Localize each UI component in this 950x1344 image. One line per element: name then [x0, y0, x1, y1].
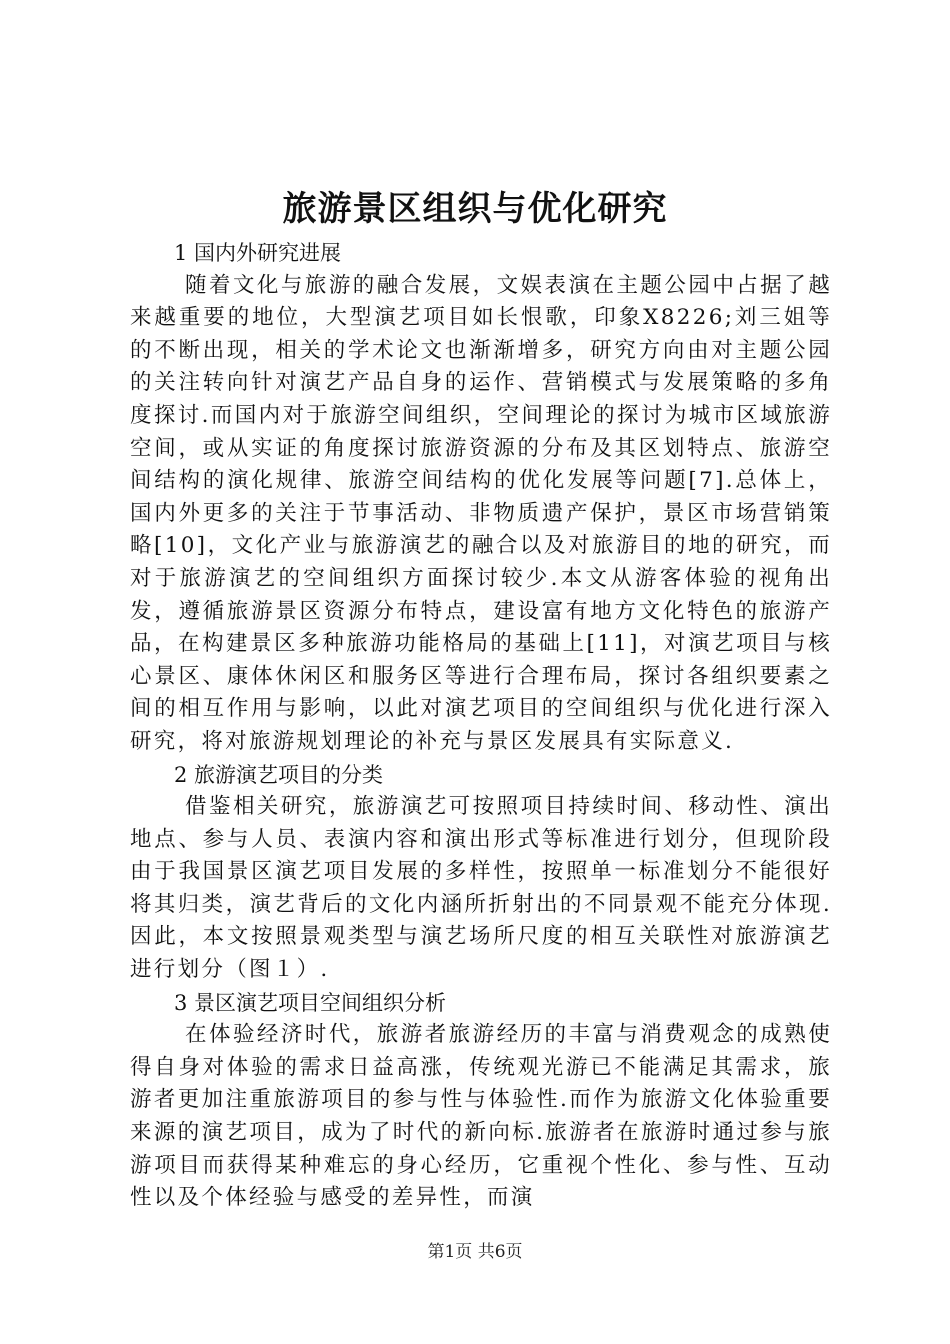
section-paragraph: 随着文化与旅游的融合发展，文娱表演在主题公园中占据了越来越重要的地位，大型演艺项目如长恨歌，印象X8226;刘三姐等的不断出现，相关的学术论文也渐渐增多，研究方向由对主题公园的关注转向针对演艺产品自身的运作、营销模式与发展策略的多角度探讨.而国内对于旅游空间组织，空间理论的探讨为城市区域旅游空间，或从实证的角度探讨旅游资源的分布及其区划特点、旅游空间结构的演化规律、旅游空间结构的优化发展等问题[7].总体上，国内外更多的关注于节事活动、非物质遗产保护，景区市场营销策略[10]，文化产业与旅游演艺的融合以及对旅游目的地的研究，而对于旅游演艺的空间组织方面探讨较少.本文从游客体验的视角出发，遵循旅游景区资源分布特点，建设富有地方文化特色的旅游产品，在构建景区多种旅游功能格局的基础上[11]，对演艺项目与核心景区、康体休闲区和服务区等进行合理布局，探讨各组织要素之间的相互作用与影响，以此对演艺项目的空间组织与优化进行深入研究，将对旅游规划理论的补充与景区发展具有实际意义.: [130, 272, 832, 754]
document-title: 旅游景区组织与优化研究: [282, 189, 668, 229]
section-heading: 2 旅游演艺项目的分类: [174, 762, 384, 787]
section-heading: 3 景区演艺项目空间组织分析: [174, 990, 447, 1015]
section-paragraph: 借鉴相关研究，旅游演艺可按照项目持续时间、移动性、演出地点、参与人员、表演内容和演出形式等标准进行划分，但现阶段由于我国景区演艺项目发展的多样性，按照单一标准划分不能很好将其归类，演艺背后的文化内涵所折射出的不同景观不能充分体现.因此，本文按照景观类型与演艺场所尺度的相互关联性对旅游演艺进行划分（图１）.: [130, 794, 832, 983]
page-number-footer: 第1页 共6页: [427, 1242, 523, 1262]
section-paragraph: 在体验经济时代，旅游者旅游经历的丰富与消费观念的成熟使得自身对体验的需求日益高涨，传统观光游已不能满足其需求，旅游者更加注重旅游项目的参与性与体验性.而作为旅游文化体验重要来源的演艺项目，成为了时代的新向标.旅游者在旅游时通过参与旅游项目而获得某种难忘的身心经历，它重视个性化、参与性、互动性以及个体经验与感受的差异性，而演: [130, 1022, 832, 1211]
section-3: [130, 987, 832, 1215]
document-body: [130, 237, 832, 1215]
section-heading: 1 国内外研究进展: [174, 241, 342, 265]
section-1: [130, 237, 832, 759]
section-2: [130, 759, 832, 987]
